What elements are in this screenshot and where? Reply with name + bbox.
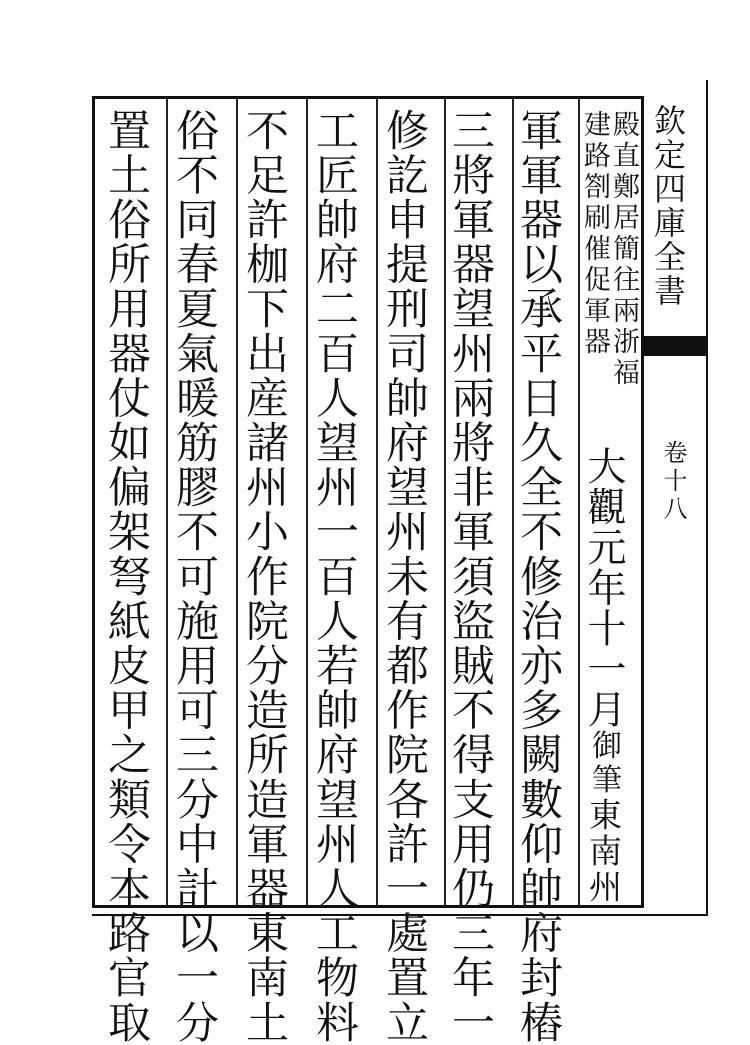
text-column: 置土俗所用器仗如偏架弩紙皮甲之類令本路官取 — [101, 108, 151, 1045]
text-run: 東南州 — [584, 797, 623, 906]
text-column — [581, 446, 626, 906]
text-column: 工匠帥府二百人望州一百人若帥府望州人工物料 — [309, 108, 359, 1045]
text-column: 不足許枷下出産諸州小作院分造所造軍器東南土 — [239, 108, 289, 1045]
fishtail-mark — [644, 336, 706, 356]
text-column: 軍軍器以承平日久全不修治亦多闕數仰帥府封樁 — [513, 108, 563, 1045]
annotation-line: 殿直鄭居簡往兩浙福 — [608, 110, 639, 389]
frame-left-rule — [92, 96, 95, 908]
column-divider — [166, 99, 168, 905]
column-divider — [236, 99, 238, 905]
book-title: 欽定四庫全書 — [649, 104, 687, 308]
column-divider — [306, 99, 308, 905]
text-column: 三將軍器望州兩將非軍須盜賊不得支用仍三年一 — [445, 108, 495, 1045]
annotation-line: 建路劄刷催促軍器 — [579, 110, 610, 358]
frame-inner-rule — [641, 96, 644, 908]
frame-outer-rule — [706, 80, 708, 916]
small-text-run: 御筆 — [586, 729, 621, 798]
text-run: 大觀元年十一月 — [581, 446, 626, 730]
volume-label: 卷十八 — [659, 440, 687, 524]
frame-top-rule — [92, 96, 644, 99]
text-column: 修訖申提刑司帥府望州未有都作院各許一處置立 — [379, 108, 429, 1045]
column-divider — [376, 99, 378, 905]
text-column: 俗不同春夏氣暖筋膠不可施用可三分中計以一分 — [169, 108, 219, 1045]
